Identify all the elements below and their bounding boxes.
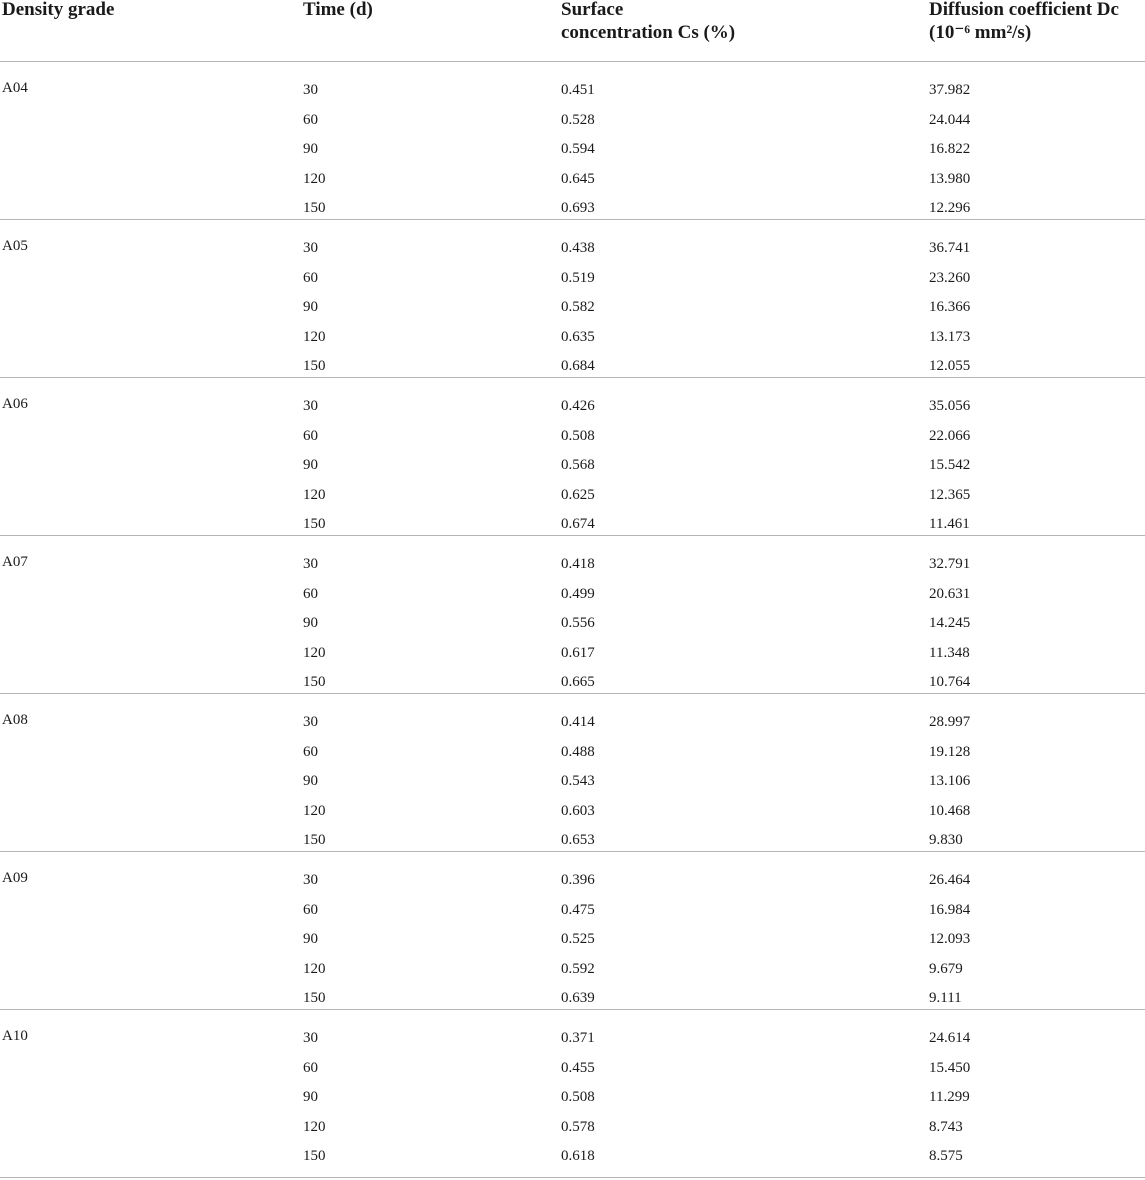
diffusion-coefficient-cell: 22.066 <box>929 428 971 444</box>
time-cell: 150 <box>303 200 326 216</box>
surface-concentration-cell: 0.488 <box>561 744 595 760</box>
table-row <box>0 712 1145 732</box>
time-cell: 90 <box>303 931 318 947</box>
header-diffusion-line1: Diffusion coefficient Dc <box>929 0 1119 20</box>
surface-concentration-cell: 0.618 <box>561 1148 595 1164</box>
diffusion-coefficient-cell: 10.764 <box>929 674 971 690</box>
diffusion-coefficient-cell: 36.741 <box>929 240 971 256</box>
diffusion-coefficient-cell: 16.366 <box>929 299 971 315</box>
density-grade-cell: A05 <box>2 238 28 254</box>
density-grade-cell: A10 <box>2 1028 28 1044</box>
table-row <box>0 268 1145 288</box>
diffusion-coefficient-cell: 9.830 <box>929 832 963 848</box>
surface-concentration-cell: 0.475 <box>561 902 595 918</box>
table-row <box>0 742 1145 762</box>
diffusion-coefficient-cell: 24.614 <box>929 1030 971 1046</box>
surface-concentration-cell: 0.625 <box>561 487 595 503</box>
header-diffusion-coefficient <box>929 0 1119 44</box>
surface-concentration-cell: 0.371 <box>561 1030 595 1046</box>
time-cell: 60 <box>303 1060 318 1076</box>
diffusion-coefficient-cell: 19.128 <box>929 744 971 760</box>
surface-concentration-cell: 0.426 <box>561 398 595 414</box>
diffusion-coefficient-cell: 28.997 <box>929 714 971 730</box>
time-cell: 120 <box>303 329 326 345</box>
diffusion-coefficient-cell: 8.575 <box>929 1148 963 1164</box>
table-row <box>0 238 1145 258</box>
diffusion-coefficient-cell: 12.365 <box>929 487 971 503</box>
surface-concentration-cell: 0.578 <box>561 1119 595 1135</box>
table-row <box>0 900 1145 920</box>
time-cell: 150 <box>303 674 326 690</box>
surface-concentration-cell: 0.528 <box>561 112 595 128</box>
table-row <box>0 672 1145 692</box>
density-grade-cell: A04 <box>2 80 28 96</box>
surface-concentration-cell: 0.396 <box>561 872 595 888</box>
time-cell: 120 <box>303 803 326 819</box>
surface-concentration-cell: 0.665 <box>561 674 595 690</box>
diffusion-coefficient-cell: 13.106 <box>929 773 971 789</box>
surface-concentration-cell: 0.525 <box>561 931 595 947</box>
surface-concentration-cell: 0.582 <box>561 299 595 315</box>
surface-concentration-cell: 0.603 <box>561 803 595 819</box>
table-row <box>0 643 1145 663</box>
table-row <box>0 1058 1145 1078</box>
surface-concentration-cell: 0.645 <box>561 171 595 187</box>
table-row <box>0 139 1145 159</box>
table-group <box>0 694 1145 852</box>
diffusion-coefficient-cell: 35.056 <box>929 398 971 414</box>
time-cell: 90 <box>303 457 318 473</box>
diffusion-coefficient-cell: 20.631 <box>929 586 971 602</box>
time-cell: 30 <box>303 1030 318 1046</box>
diffusion-coefficient-cell: 8.743 <box>929 1119 963 1135</box>
time-cell: 30 <box>303 398 318 414</box>
table-row <box>0 514 1145 534</box>
table-group <box>0 220 1145 378</box>
time-cell: 120 <box>303 645 326 661</box>
diffusion-coefficient-cell: 12.093 <box>929 931 971 947</box>
table-row <box>0 929 1145 949</box>
surface-concentration-cell: 0.674 <box>561 516 595 532</box>
table-group <box>0 378 1145 536</box>
time-cell: 150 <box>303 832 326 848</box>
time-cell: 90 <box>303 141 318 157</box>
table-header <box>0 0 1145 62</box>
time-cell: 90 <box>303 1089 318 1105</box>
table-group <box>0 536 1145 694</box>
table-row <box>0 327 1145 347</box>
time-cell: 120 <box>303 961 326 977</box>
diffusion-coefficient-cell: 23.260 <box>929 270 971 286</box>
time-cell: 60 <box>303 902 318 918</box>
surface-concentration-cell: 0.639 <box>561 990 595 1006</box>
surface-concentration-cell: 0.693 <box>561 200 595 216</box>
table-row <box>0 396 1145 416</box>
surface-concentration-cell: 0.519 <box>561 270 595 286</box>
surface-concentration-cell: 0.508 <box>561 1089 595 1105</box>
table-row <box>0 613 1145 633</box>
table-row <box>0 356 1145 376</box>
time-cell: 60 <box>303 744 318 760</box>
diffusion-coefficient-cell: 15.450 <box>929 1060 971 1076</box>
time-cell: 60 <box>303 428 318 444</box>
surface-concentration-cell: 0.635 <box>561 329 595 345</box>
surface-concentration-cell: 0.499 <box>561 586 595 602</box>
surface-concentration-cell: 0.684 <box>561 358 595 374</box>
surface-concentration-cell: 0.418 <box>561 556 595 572</box>
table-row <box>0 110 1145 130</box>
table-row <box>0 169 1145 189</box>
surface-concentration-cell: 0.617 <box>561 645 595 661</box>
table-row <box>0 584 1145 604</box>
diffusion-coefficient-cell: 11.299 <box>929 1089 970 1105</box>
diffusion-coefficient-cell: 14.245 <box>929 615 971 631</box>
time-cell: 150 <box>303 1148 326 1164</box>
surface-concentration-cell: 0.508 <box>561 428 595 444</box>
table-bottom-rule <box>0 1177 1145 1178</box>
table-group <box>0 62 1145 220</box>
diffusion-coefficient-cell: 16.984 <box>929 902 971 918</box>
diffusion-coefficient-cell: 12.055 <box>929 358 971 374</box>
table-row <box>0 801 1145 821</box>
header-surface-concentration <box>561 0 735 44</box>
table-row <box>0 830 1145 850</box>
table-row <box>0 870 1145 890</box>
surface-concentration-cell: 0.592 <box>561 961 595 977</box>
header-time: Time (d) <box>303 0 373 20</box>
diffusion-coefficient-cell: 10.468 <box>929 803 971 819</box>
table-row <box>0 485 1145 505</box>
table-group <box>0 1010 1145 1178</box>
diffusion-coefficient-cell: 11.461 <box>929 516 970 532</box>
surface-concentration-cell: 0.455 <box>561 1060 595 1076</box>
table-row <box>0 198 1145 218</box>
header-diffusion-line2: (10⁻⁶ mm²/s) <box>929 22 1032 43</box>
table-row <box>0 771 1145 791</box>
density-grade-cell: A07 <box>2 554 28 570</box>
surface-concentration-cell: 0.451 <box>561 82 595 98</box>
time-cell: 30 <box>303 82 318 98</box>
time-cell: 90 <box>303 299 318 315</box>
time-cell: 60 <box>303 586 318 602</box>
density-grade-cell: A09 <box>2 870 28 886</box>
density-grade-cell: A08 <box>2 712 28 728</box>
time-cell: 30 <box>303 556 318 572</box>
surface-concentration-cell: 0.568 <box>561 457 595 473</box>
diffusion-coefficient-cell: 13.173 <box>929 329 971 345</box>
time-cell: 90 <box>303 615 318 631</box>
diffusion-coefficient-cell: 15.542 <box>929 457 971 473</box>
diffusion-coefficient-cell: 37.982 <box>929 82 971 98</box>
time-cell: 120 <box>303 487 326 503</box>
time-cell: 120 <box>303 171 326 187</box>
table-row <box>0 1028 1145 1048</box>
table-row <box>0 1146 1145 1166</box>
table-body <box>0 62 1145 1178</box>
surface-concentration-cell: 0.414 <box>561 714 595 730</box>
density-grade-cell: A06 <box>2 396 28 412</box>
table-row <box>0 297 1145 317</box>
surface-concentration-cell: 0.594 <box>561 141 595 157</box>
time-cell: 150 <box>303 990 326 1006</box>
table-row <box>0 455 1145 475</box>
table-row <box>0 426 1145 446</box>
table-group <box>0 852 1145 1010</box>
diffusion-coefficient-cell: 16.822 <box>929 141 971 157</box>
time-cell: 150 <box>303 516 326 532</box>
table-row <box>0 959 1145 979</box>
time-cell: 60 <box>303 270 318 286</box>
time-cell: 30 <box>303 714 318 730</box>
diffusion-coefficient-cell: 26.464 <box>929 872 971 888</box>
table-row <box>0 1087 1145 1107</box>
time-cell: 30 <box>303 872 318 888</box>
table-row <box>0 1117 1145 1137</box>
header-density-grade: Density grade <box>2 0 115 20</box>
time-cell: 90 <box>303 773 318 789</box>
time-cell: 30 <box>303 240 318 256</box>
diffusion-coefficient-cell: 13.980 <box>929 171 971 187</box>
time-cell: 60 <box>303 112 318 128</box>
surface-concentration-cell: 0.543 <box>561 773 595 789</box>
header-surface-line2: concentration Cs (%) <box>561 22 736 43</box>
diffusion-coefficient-cell: 24.044 <box>929 112 971 128</box>
time-cell: 120 <box>303 1119 326 1135</box>
table-row <box>0 80 1145 100</box>
diffusion-coefficient-cell: 12.296 <box>929 200 971 216</box>
table-row <box>0 988 1145 1008</box>
diffusion-coefficient-cell: 9.111 <box>929 990 962 1006</box>
diffusion-coefficient-cell: 9.679 <box>929 961 963 977</box>
time-cell: 150 <box>303 358 326 374</box>
surface-concentration-cell: 0.438 <box>561 240 595 256</box>
diffusion-coefficient-cell: 11.348 <box>929 645 970 661</box>
table-row <box>0 554 1145 574</box>
diffusion-coefficient-cell: 32.791 <box>929 556 971 572</box>
surface-concentration-cell: 0.653 <box>561 832 595 848</box>
header-surface-line1: Surface <box>561 0 624 20</box>
surface-concentration-cell: 0.556 <box>561 615 595 631</box>
